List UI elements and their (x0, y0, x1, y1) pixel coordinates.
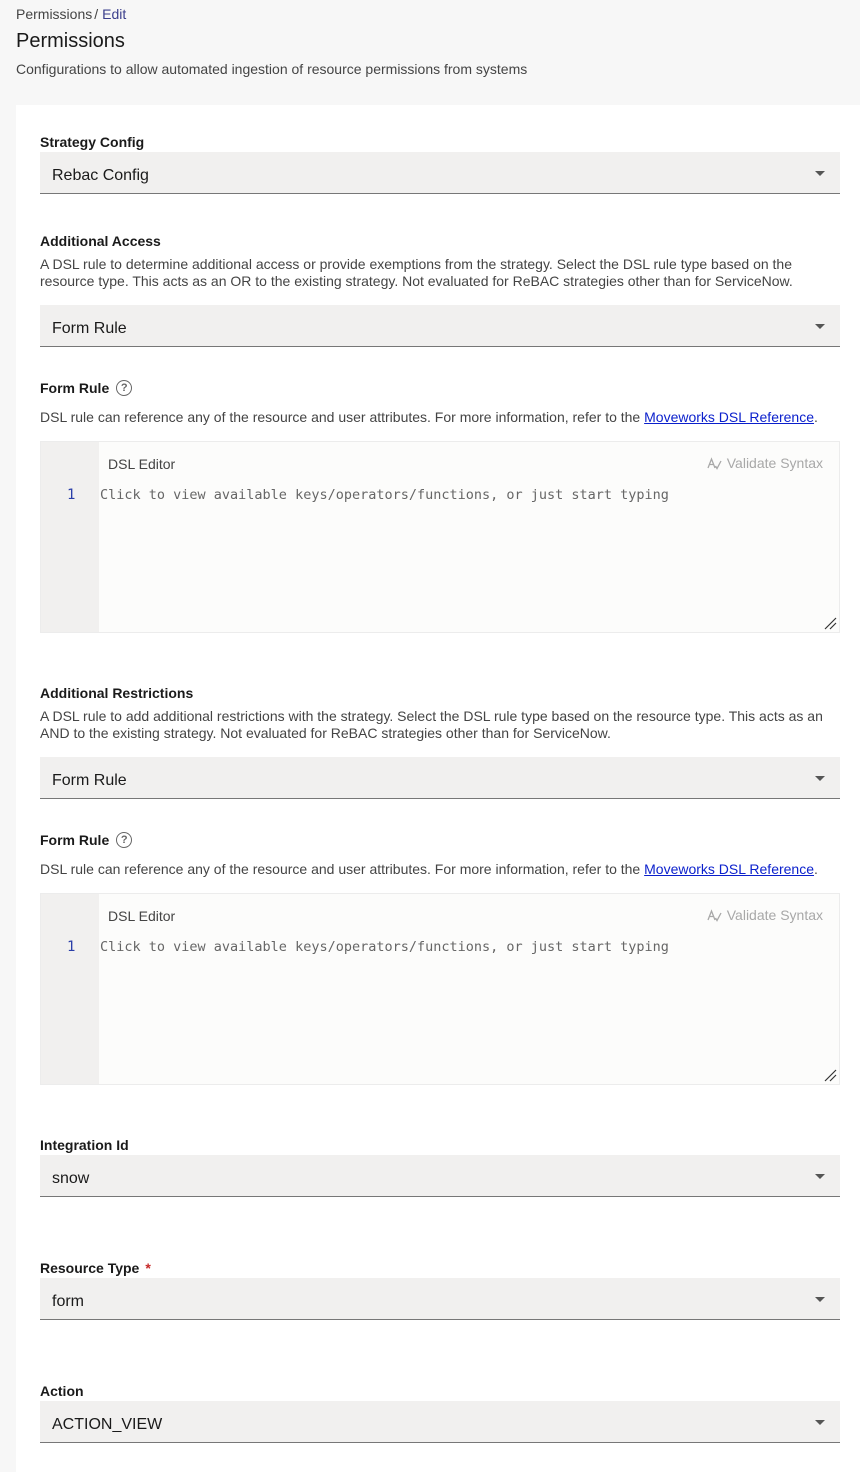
additional-restrictions-label: Additional Restrictions (40, 685, 194, 701)
resource-type-label-text: Resource Type (40, 1260, 140, 1276)
restrictions-form-rule-desc-text: DSL rule can reference any of the resource and user attributes. For more information, refer to the (40, 861, 645, 877)
chevron-down-icon (815, 1174, 825, 1179)
breadcrumb (16, 6, 126, 22)
editor-gutter (41, 442, 99, 632)
access-form-rule-desc-text: DSL rule can reference any of the resource and user attributes. For more information, refer to the (40, 409, 645, 425)
editor-gutter (41, 894, 99, 1084)
page-subtitle: Configurations to allow automated ingestion of resource permissions from systems (16, 61, 528, 77)
required-indicator: * (145, 1260, 151, 1276)
restrictions-dsl-reference-link[interactable]: Moveworks DSL Reference (644, 861, 815, 877)
chevron-down-icon (815, 324, 825, 329)
additional-restrictions-description: A DSL rule to add additional restrictions with the strategy. Select the DSL rule type based on the resource type. This acts as an AND to the existing strategy. Not evaluated for ReBAC strategies other than for ServiceNow. (40, 708, 823, 741)
validate-syntax-button[interactable] (707, 907, 823, 923)
dsl-editor-title: DSL Editor (108, 908, 176, 924)
editor-placeholder[interactable]: Click to view available keys/operators/functions, or just start typing (100, 487, 669, 503)
resize-handle-icon[interactable] (823, 1068, 837, 1082)
additional-access-rule-type-value: Form Rule (52, 320, 127, 337)
restrictions-dsl-editor[interactable] (40, 893, 840, 1085)
restrictions-form-rule-label (40, 832, 132, 848)
integration-id-label: Integration Id (40, 1137, 129, 1153)
chevron-down-icon (815, 171, 825, 176)
strategy-config-select[interactable] (40, 152, 840, 194)
resize-handle-icon[interactable] (823, 616, 837, 630)
additional-access-rule-type-select[interactable] (40, 305, 840, 347)
strategy-config-label: Strategy Config (40, 134, 145, 150)
action-label: Action (40, 1383, 84, 1399)
validate-syntax-button[interactable] (707, 455, 823, 471)
permissions-form (16, 105, 860, 1472)
access-form-rule-label-text: Form Rule (40, 380, 110, 396)
access-form-rule-description (40, 409, 818, 426)
strategy-config-value: Rebac Config (52, 167, 149, 184)
validate-syntax-label: Validate Syntax (726, 455, 823, 471)
restrictions-form-rule-description (40, 861, 818, 878)
resource-type-select[interactable] (40, 1278, 840, 1320)
access-dsl-editor[interactable] (40, 441, 840, 633)
additional-restrictions-rule-type-value: Form Rule (52, 772, 127, 789)
integration-id-select[interactable] (40, 1155, 840, 1197)
chevron-down-icon (815, 776, 825, 781)
validate-syntax-label: Validate Syntax (726, 907, 823, 923)
question-circle-icon[interactable]: ? (116, 832, 132, 848)
syntax-check-icon (707, 909, 722, 922)
integration-id-value: snow (52, 1170, 90, 1187)
page-title: Permissions (16, 30, 125, 52)
resource-type-value: form (52, 1293, 84, 1310)
chevron-down-icon (815, 1297, 825, 1302)
additional-access-label: Additional Access (40, 233, 161, 249)
access-form-rule-desc-suffix: . (814, 409, 818, 425)
syntax-check-icon (707, 457, 722, 470)
question-circle-icon[interactable]: ? (116, 380, 132, 396)
dsl-editor-title: DSL Editor (108, 456, 176, 472)
editor-placeholder[interactable]: Click to view available keys/operators/functions, or just start typing (100, 939, 669, 955)
breadcrumb-current: Edit (102, 6, 127, 22)
action-select[interactable] (40, 1401, 840, 1443)
access-dsl-reference-link[interactable]: Moveworks DSL Reference (644, 409, 815, 425)
additional-access-description: A DSL rule to determine additional access or provide exemptions from the strategy. Select the DSL rule type based on the resource type. This acts as an OR to the existing strategy. Not evaluated for ReBAC strategies other than for ServiceNow. (40, 256, 793, 289)
restrictions-form-rule-label-text: Form Rule (40, 832, 110, 848)
chevron-down-icon (815, 1420, 825, 1425)
breadcrumb-parent-link[interactable]: Permissions (16, 6, 93, 22)
restrictions-form-rule-desc-suffix: . (814, 861, 818, 877)
additional-restrictions-rule-type-select[interactable] (40, 757, 840, 799)
line-number: 1 (67, 939, 76, 955)
line-number: 1 (67, 487, 76, 503)
breadcrumb-separator: / (94, 6, 99, 22)
resource-type-label (40, 1260, 151, 1276)
access-form-rule-label (40, 380, 132, 396)
action-value: ACTION_VIEW (52, 1416, 163, 1433)
